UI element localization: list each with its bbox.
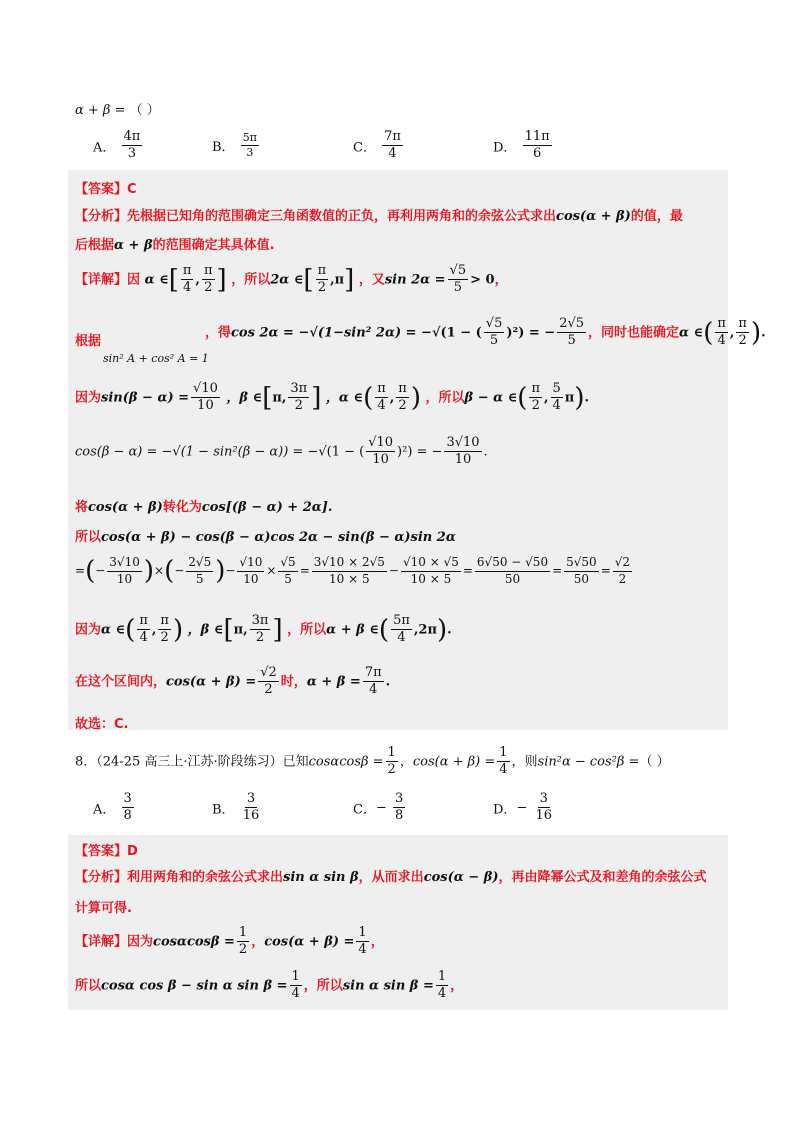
q7-analysis-line2: 后根据α + β的范围确定其具体值. <box>75 238 275 253</box>
q7-detail-line2-main: ，得cos 2α = −√(1−sin² 2α) = −√(1 − ( $\frac{√5}{5}$ )²) = − $\frac{2√5}{5}$ ，同时也能确定α ∈( $\frac{\pi}{4}$ , $\frac{\pi}{2}$ ). <box>205 316 766 349</box>
q7-detail-line9: 在这个区间内，cos(α + β) = $\frac{√2}{2}$ 时，α + β = $\frac{7\pi}{4}$ . <box>75 665 391 698</box>
q7-analysis-line1: 【分析】先根据已知角的范围确定三角函数值的正负，再利用两角和的余弦公式求出cos(α + β)的值，最 <box>75 209 683 224</box>
q7-detail-line8: 因为α ∈( $\frac{\pi}{4}$ , $\frac{\pi}{2}$ ) ，β ∈[π, $\frac{3\pi}{2}$ ] ，所以α + β ∈( $\frac{5\pi}{4}$ ,2π). <box>75 613 452 646</box>
q7-detail-line6: 所以cos(α + β) − cos(β − α)cos 2α − sin(β − α)sin 2α <box>75 530 456 545</box>
q8-analysis-line2: 计算可得. <box>75 901 132 916</box>
q8-option-c[interactable]: C．− $\frac{3}{8}$ <box>353 791 404 824</box>
q7-detail-line7: =(− $\frac{3√10}{10}$ )×(− $\frac{2√5}{5}$ )− $\frac{√10}{10}$ × $\frac{√5}{5}$ = $\frac{3√10 \times 2√5}{10 \times 5}$ − $\frac{√10 \times √5}{10 \times 5}$ = $\frac{6√50 - √50}{50}$ = $\frac{5√50}{50}$ = $\frac{√2}{2}$ <box>75 555 631 586</box>
q7-option-d[interactable]: D． $\frac{11\pi}{6}$ <box>493 129 550 162</box>
q7-pythagorean-identity: sin² A + cos² A = 1 <box>103 352 209 365</box>
q7-detail-line2: 根据 <box>75 334 102 349</box>
q7-stem: α + β = （ ） <box>75 103 160 118</box>
q7-detail-line1: 【详解】因 α ∈[ $\frac{\pi}{4}$ , $\frac{\pi}{2}$ ] ，所以2α ∈[ $\frac{\pi}{2}$ ,π] ，又sin 2α = $\frac{√5}{5}$ > 0， <box>75 263 508 296</box>
q8-detail-line2: 所以cosα cos β − sin α sin β = $\frac{1}{4}$ ，所以sin α sin β = $\frac{1}{4}$ ， <box>75 969 464 1002</box>
q7-option-a[interactable]: A． $\frac{4\pi}{3}$ <box>93 129 141 162</box>
q8-option-d[interactable]: D．− $\frac{3}{16}$ <box>493 791 553 824</box>
q7-detail-line5: 将cos(α + β)转化为cos[(β − α) + 2α]. <box>75 500 333 515</box>
q7-detail-line4: cos(β − α) = −√(1 − sin²(β − α)) = −√(1 − ( $\frac{√10}{10}$ )²) = − $\frac{3√10}{10}$ . <box>75 435 488 468</box>
q7-detail-line3: 因为sin(β − α) = $\frac{√10}{10}$ ，β ∈[π, $\frac{3\pi}{2}$ ] ，α ∈( $\frac{\pi}{4}$ , $\frac{\pi}{2}$ ) ，所以β − α ∈( $\frac{\pi}{2}$ , $\frac{5}{4}$ π). <box>75 381 589 414</box>
q7-option-c[interactable]: C． $\frac{7\pi}{4}$ <box>353 129 401 162</box>
q8-detail-line1: 【详解】因为cosαcosβ = $\frac{1}{2}$ ，cos(α + β) = $\frac{1}{4}$ ， <box>75 925 384 958</box>
q7-option-b[interactable]: B． $\frac{5\pi}{3}$ <box>212 131 257 160</box>
q8-option-b[interactable]: B． $\frac{3}{16}$ <box>212 791 260 824</box>
q8-stem: 8．（24-25 高三上·江苏·阶段练习）已知cosαcosβ = $\frac{1}{2}$ ，cos(α + β) = $\frac{1}{4}$ ，则sin²α − cos²β =（ ） <box>75 745 670 778</box>
q8-option-a[interactable]: A． $\frac{3}{8}$ <box>93 791 132 824</box>
q7-answer: 【答案】C <box>75 182 137 197</box>
q8-analysis-line1: 【分析】利用两角和的余弦公式求出sin α sin β，从而求出cos(α − β)，再由降幂公式及和差角的余弦公式 <box>75 870 707 885</box>
q7-conclusion: 故选：C. <box>75 717 129 732</box>
q8-answer: 【答案】D <box>75 844 138 859</box>
